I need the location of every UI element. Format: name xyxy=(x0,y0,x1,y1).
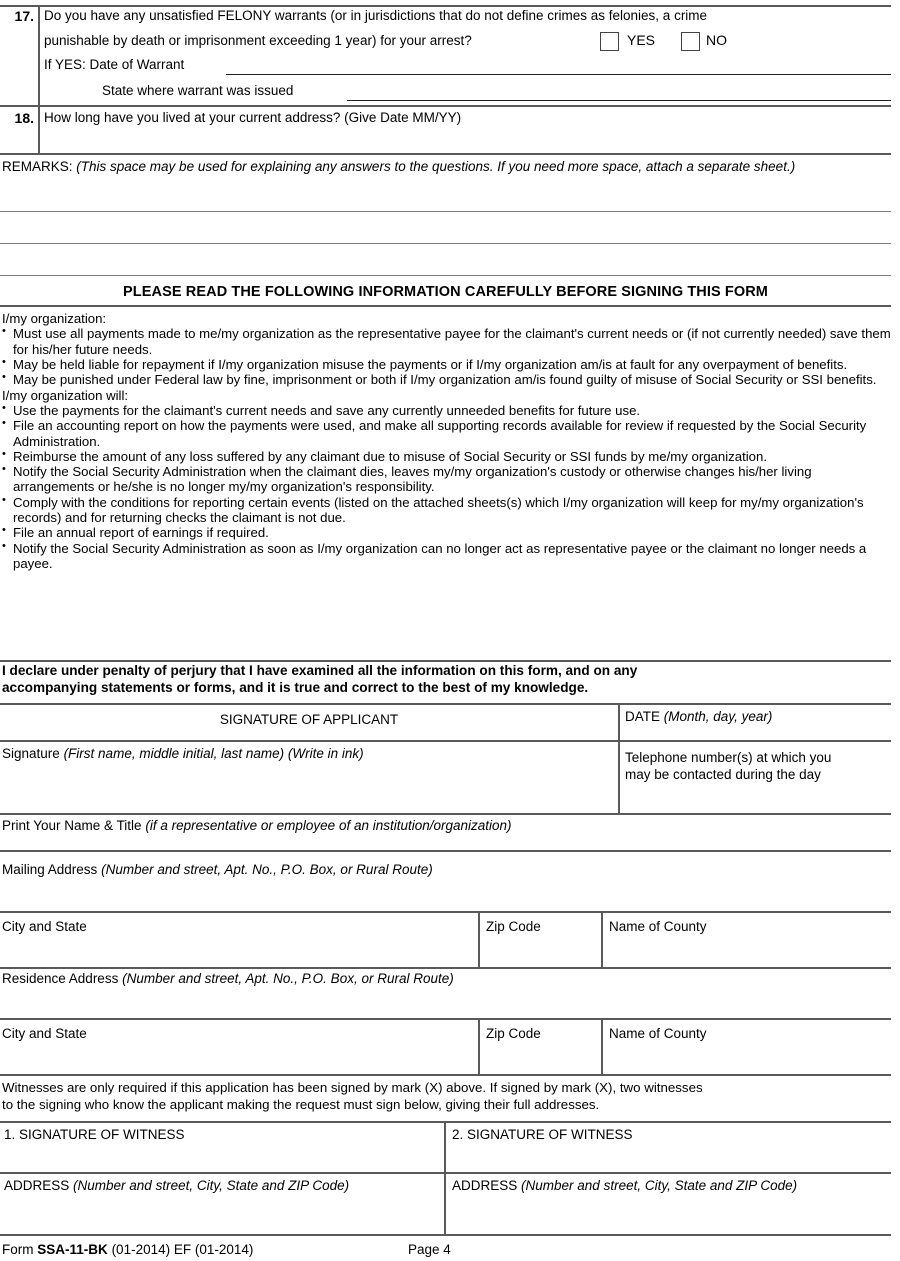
form-identifier xyxy=(2,1242,253,1257)
signature-of-applicant-header: SIGNATURE OF APPLICANT xyxy=(219,712,399,727)
divider-qnum-column xyxy=(38,5,40,110)
rule-signature-row-top xyxy=(0,740,891,742)
remarks-write-line-2[interactable] xyxy=(0,243,891,244)
telephone-label-line-1: Telephone number(s) at which you xyxy=(625,750,832,765)
witness-note-line-2: to the signing who know the applicant making the request must sign below, giving their full addresses. xyxy=(2,1096,600,1112)
witness-1-address-label xyxy=(4,1178,440,1195)
declaration-line-2: accompanying statements or forms, and it is true and correct to the best of my knowledge. xyxy=(2,679,589,695)
rule-mailing-bottom xyxy=(0,967,891,969)
witness-2-address-label-hint: (Number and street, City, State and ZIP Code) xyxy=(521,1178,798,1193)
remarks-label: REMARKS: xyxy=(2,159,73,174)
information-body xyxy=(2,311,891,571)
list-item: • Notify the Social Security Administration when the claimant dies, leaves my/my organization's custody or otherwise changes his/her living arrangements or he/she is no longer my/my organization's responsibility. xyxy=(2,464,891,495)
rule-declaration-bottom xyxy=(0,703,891,705)
list-item: • Comply with the conditions for reporting certain events (listed on the attached sheets(s) which I/my organization will keep for my/my organization's records) and for returning checks the claimant is not due. xyxy=(2,495,891,526)
info-lead-1: I/my organization: xyxy=(2,311,107,326)
list-item: • May be held liable for repayment if I/my organization misuse the payments or if I/my organization am/is at fault for any overpayment of benefits. xyxy=(2,357,891,372)
witness-1-signature-label: 1. SIGNATURE OF WITNESS xyxy=(4,1127,185,1142)
question-18-number: 18. xyxy=(14,110,34,126)
declaration-line-1: I declare under penalty of perjury that I have examined all the information on this form, and on any xyxy=(2,663,638,678)
rule-signature-row-bottom xyxy=(0,813,891,815)
page-number: Page 4 xyxy=(408,1242,451,1257)
rule-residence-citystate-top xyxy=(0,1018,891,1020)
rule-q17-top xyxy=(0,5,891,7)
telephone-label-line-2: may be contacted during the day xyxy=(625,766,821,782)
residence-county-label: Name of County xyxy=(609,1026,707,1041)
mailing-address-label xyxy=(2,862,882,879)
residence-city-state-label: City and State xyxy=(2,1026,87,1041)
divider-residence-zip-left xyxy=(478,1018,480,1074)
question-17-date-of-warrant-input[interactable] xyxy=(226,74,891,75)
rule-witness-address-top xyxy=(0,1172,891,1174)
question-17-state-issued-label: State where warrant was issued xyxy=(102,83,294,98)
rule-mailing-citystate-top xyxy=(0,911,891,913)
date-header-hint: (Month, day, year) xyxy=(663,709,773,724)
mailing-city-state-label: City and State xyxy=(2,919,87,934)
list-item: • File an annual report of earnings if required. xyxy=(2,525,891,540)
remarks-write-line-1[interactable] xyxy=(0,211,891,212)
date-header-label: DATE xyxy=(625,709,661,724)
rule-banner-bottom xyxy=(0,305,891,307)
residence-zip-label: Zip Code xyxy=(486,1026,541,1041)
form-suffix: (01-2014) EF (01-2014) xyxy=(111,1242,254,1257)
witness-2-address-label xyxy=(452,1178,888,1195)
form-number: SSA-11-BK xyxy=(37,1242,108,1257)
mailing-zip-label: Zip Code xyxy=(486,919,541,934)
signature-label-hint: (First name, middle initial, last name) (Write in ink) xyxy=(63,746,364,761)
witness-1-address-label-hint: (Number and street, City, State and ZIP Code) xyxy=(73,1178,350,1193)
rule-declaration-top xyxy=(0,660,891,662)
list-item: • May be punished under Federal law by fine, imprisonment or both if I/my organization am/is found guilty of misuse of Social Security or SSI benefits. xyxy=(2,372,891,387)
mailing-county-label: Name of County xyxy=(609,919,707,934)
question-17-line2: punishable by death or imprisonment exceeding 1 year) for your arrest? xyxy=(44,33,472,48)
residence-address-label-text: Residence Address xyxy=(2,971,119,986)
declaration-block xyxy=(2,663,891,697)
mailing-address-label-text: Mailing Address xyxy=(2,862,98,877)
rule-residence-bottom xyxy=(0,1074,891,1076)
question-17-number: 17. xyxy=(14,8,34,24)
list-item: • Must use all payments made to me/my organization as the representative payee for the claimant's current needs or (if not currently needed) save them for his/her future needs. xyxy=(2,326,891,357)
checkbox-felony-yes-label: YES xyxy=(627,32,656,48)
remarks-write-line-3[interactable] xyxy=(0,275,891,276)
mailing-address-label-hint: (Number and street, Apt. No., P.O. Box, or Rural Route) xyxy=(101,862,433,877)
question-17-line1: Do you have any unsatisfied FELONY warrants (or in jurisdictions that do not define crimes as felonies, a crime xyxy=(44,8,708,23)
rule-witness-bottom xyxy=(0,1234,891,1236)
rule-print-name-bottom xyxy=(0,850,891,852)
checkbox-felony-no-label: NO xyxy=(706,32,727,48)
question-17-date-of-warrant-label: If YES: Date of Warrant xyxy=(44,57,185,72)
list-item: • Use the payments for the claimant's current needs and save any currently unneeded benefits for future use. xyxy=(2,403,891,418)
signature-input-label xyxy=(2,746,612,763)
print-name-title-label xyxy=(2,818,882,835)
list-item: • Reimburse the amount of any loss suffered by any claimant due to misuse of Social Security or SSI funds by me/my organization. xyxy=(2,449,891,464)
info-bullets-1 xyxy=(2,326,891,387)
print-name-label-hint: (if a representative or employee of an institution/organization) xyxy=(145,818,512,833)
telephone-label xyxy=(625,750,890,784)
signature-label-text: Signature xyxy=(2,746,60,761)
rule-q18-bottom xyxy=(0,153,891,155)
print-name-label-text: Print Your Name & Title xyxy=(2,818,142,833)
list-item: • File an accounting report on how the payments were used, and make all supporting records available for review if requested by the Social Security Administration. xyxy=(2,418,891,449)
info-lead-2: I/my organization will: xyxy=(2,387,129,403)
form-prefix: Form xyxy=(2,1242,34,1257)
date-header xyxy=(625,709,890,726)
witness-1-address-label-text: ADDRESS xyxy=(4,1178,70,1193)
residence-address-label xyxy=(2,971,882,988)
divider-witness-columns xyxy=(444,1121,446,1234)
list-item: • Notify the Social Security Administration as soon as I/my organization can no longer act as representative payee or the claimant no longer needs a payee. xyxy=(2,541,891,572)
divider-mailing-zip-left xyxy=(478,911,480,967)
divider-residence-county-left xyxy=(601,1018,603,1074)
remarks-instruction: (This space may be used for explaining any answers to the questions. If you need more space, attach a separate sheet.) xyxy=(76,159,796,174)
info-bullets-2 xyxy=(2,403,891,571)
divider-mailing-county-left xyxy=(601,911,603,967)
rule-q18-top xyxy=(0,105,891,107)
checkbox-felony-no[interactable] xyxy=(681,32,700,51)
witness-note-line-1: Witnesses are only required if this application has been signed by mark (X) above. If signed by mark (X), two witnesses xyxy=(2,1080,703,1095)
divider-signature-date xyxy=(618,703,620,813)
divider-qnum-column-2 xyxy=(38,105,40,153)
witness-2-address-label-text: ADDRESS xyxy=(452,1178,518,1193)
witness-2-signature-label: 2. SIGNATURE OF WITNESS xyxy=(452,1127,633,1142)
witness-note xyxy=(2,1080,894,1113)
question-17-state-issued-input[interactable] xyxy=(347,100,891,101)
remarks-block xyxy=(2,158,892,176)
checkbox-felony-yes[interactable] xyxy=(600,32,619,51)
question-18-line1: How long have you lived at your current address? (Give Date MM/YY) xyxy=(44,110,462,125)
residence-address-label-hint: (Number and street, Apt. No., P.O. Box, or Rural Route) xyxy=(122,971,454,986)
read-carefully-banner: PLEASE READ THE FOLLOWING INFORMATION CAREFULLY BEFORE SIGNING THIS FORM xyxy=(123,284,768,300)
